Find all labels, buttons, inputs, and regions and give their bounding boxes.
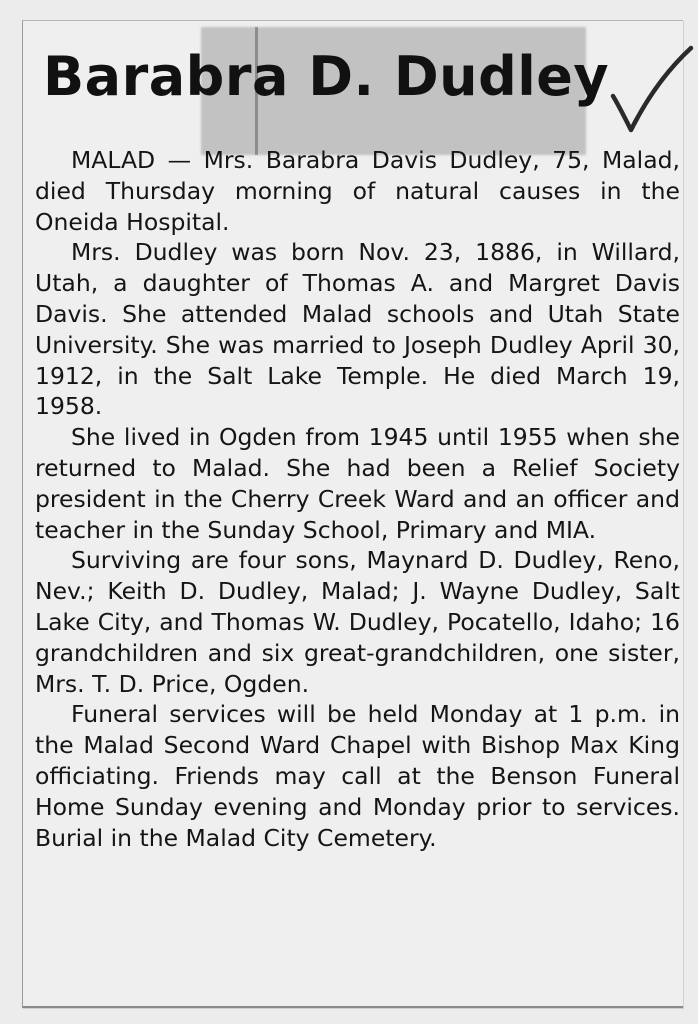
paragraph-biography: Mrs. Dudley was born Nov. 23, 1886, in Willard, Utah, a daughter of Thomas A. and Margret Davis Davis. She attended Malad schools and Utah State University. She was married to Joseph Dudley April 30, 1912, in the Salt Lake Temple. He died March 19, 1958. xyxy=(35,238,680,421)
paragraph-funeral: Funeral services will be held Monday at 1 p.m. in the Malad Second Ward Chapel with Bishop Max King officiating. Friends may call at the Benson Funeral Home Sunday evening and Monday prior to services. Burial in the Malad City Cemetery. xyxy=(35,700,680,852)
obituary-headline: Barabra D. Dudley xyxy=(43,45,610,108)
newspaper-clipping xyxy=(22,20,683,1008)
paragraph-death-notice: MALAD — Mrs. Barabra Davis Dudley, 75, Malad, died Thursday morning of natural causes in the Oneida Hospital. xyxy=(35,146,680,236)
paragraph-residence: She lived in Ogden from 1945 until 1955 when she returned to Malad. She had been a Relief Society president in the Cherry Creek Ward and an officer and teacher in the Sunday School, Primary and MIA. xyxy=(35,423,680,544)
checkmark-icon xyxy=(605,40,695,140)
obituary-body xyxy=(35,145,680,853)
paragraph-survivors: Surviving are four sons, Maynard D. Dudley, Reno, Nev.; Keith D. Dudley, Malad; J. Wayne Dudley, Salt Lake City, and Thomas W. Dudley, Pocatello, Idaho; 16 grandchildren and six great-grandchildren, one sister, Mrs. T. D. Price, Ogden. xyxy=(35,546,680,698)
